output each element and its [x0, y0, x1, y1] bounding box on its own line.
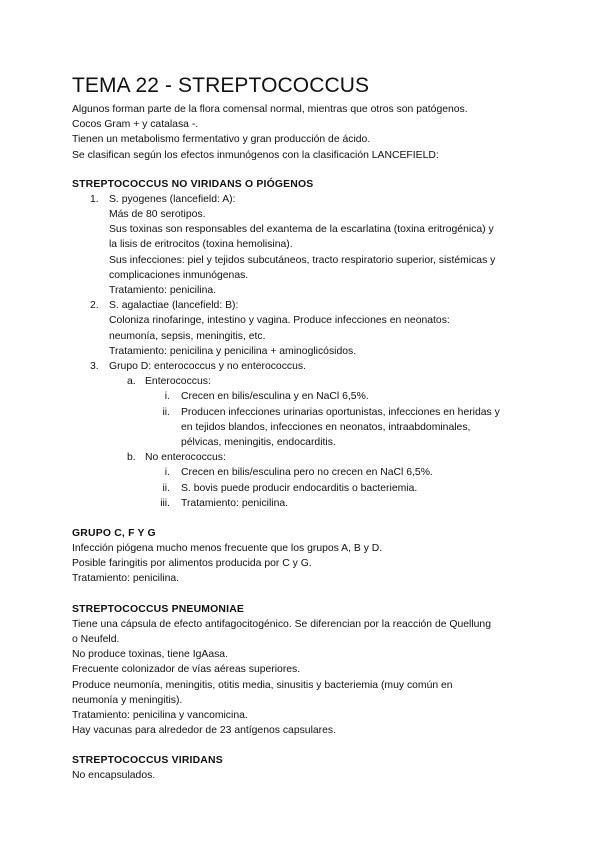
item-line: Crecen en bilis/esculina pero no crecen en NaCl 6,5%.: [181, 467, 433, 479]
section-line: Infección piógena mucho menos frecuente que los grupos A, B y D.: [72, 543, 383, 555]
item-line: pélvicas, meningitis, endocarditis.: [181, 437, 336, 449]
item-line: Coloniza rinofaringe, intestino y vagina. Produce infecciones en neonatos:: [109, 315, 450, 327]
section-heading: STREPTOCOCCUS VIRIDANS: [72, 755, 223, 767]
list-item: [72, 192, 560, 207]
section-heading: STREPTOCOCCUS NO VIRIDANS O PIÓGENOS: [72, 178, 314, 190]
section-line: neumonía y meningitis).: [72, 694, 183, 706]
intro-line: Tienen un metabolismo fermentativo y gran producción de ácido.: [72, 134, 371, 146]
sub-item-label: No enterococcus:: [145, 452, 226, 464]
section-line: Posible faringitis por alimentos producida por C y G.: [72, 558, 312, 570]
sub-sub-list-item: [72, 496, 560, 511]
list-marker: 2.: [90, 300, 99, 312]
list-marker: b.: [127, 452, 136, 464]
section-line: No encapsulados.: [72, 770, 156, 782]
sub-sub-list-item: [72, 405, 560, 420]
item-line: S. agalactiae (lancefield: B):: [109, 300, 239, 312]
section-line: Hay vacunas para alrededor de 23 antígenos capsulares.: [72, 725, 336, 737]
list-marker: i.: [164, 467, 170, 479]
item-line: Tratamiento: penicilina.: [109, 285, 217, 297]
section-heading: GRUPO C, F Y G: [72, 528, 156, 540]
item-line: Tratamiento: penicilina.: [181, 497, 289, 509]
section-grupo-cfg: [72, 526, 560, 587]
sub-list-item: [72, 450, 560, 465]
item-line: en tejidos blandos, infecciones en neonatos, intraabdominales,: [181, 421, 471, 433]
section-line: No produce toxinas, tiene IgAasa.: [72, 649, 228, 661]
list-item: [72, 359, 560, 374]
list-marker: iii.: [160, 497, 170, 509]
item-line: S. pyogenes (lancefield: A):: [109, 193, 236, 205]
list-marker: 3.: [90, 361, 99, 373]
list-item: [72, 298, 560, 313]
list-marker: i.: [164, 391, 170, 403]
page-title: TEMA 22 - STREPTOCOCCUS: [72, 74, 370, 97]
section-viridans: [72, 753, 560, 783]
item-line: Sus infecciones: piel y tejidos subcutáneos, tracto respiratorio superior, sistémicas y: [109, 254, 496, 266]
list-marker: ii.: [162, 406, 170, 418]
item-line: Tratamiento: penicilina y penicilina + aminoglicósidos.: [109, 345, 357, 357]
item-line: complicaciones inmunógenas.: [109, 269, 249, 281]
item-line: Producen infecciones urinarias oportunistas, infecciones en heridas y: [181, 406, 500, 418]
item-line: Sus toxinas son responsables del exantema de la escarlatina (toxina eritrogénica) y: [109, 224, 494, 236]
sub-item-label: Enterococcus:: [145, 376, 211, 388]
section-line: Produce neumonía, meningitis, otitis media, sinusitis y bacteriemia (muy común en: [72, 679, 453, 691]
sub-list-item: [72, 374, 560, 389]
item-line: Más de 80 serotipos.: [109, 209, 206, 221]
list-marker: ii.: [162, 482, 170, 494]
intro-line: Cocos Gram + y catalasa -.: [72, 119, 199, 131]
section-no-viridans: [72, 177, 560, 511]
list-marker: a.: [127, 376, 136, 388]
item-line: Crecen en bilis/esculina y en NaCl 6,5%.: [181, 391, 369, 403]
section-heading: STREPTOCOCCUS PNEUMONIAE: [72, 603, 245, 615]
list-marker: 1.: [90, 193, 99, 205]
intro-line: Algunos forman parte de la flora comensal normal, mientras que otros son patógenos.: [72, 104, 468, 115]
item-line: Grupo D: enterococcus y no enterococcus.: [109, 361, 306, 373]
sub-sub-list-item: [72, 389, 560, 404]
item-line: neumonía, sepsis, meningitis, etc.: [109, 330, 266, 342]
section-pneumoniae: [72, 602, 560, 739]
section-line: Tiene una cápsula de efecto antifagocitogénico. Se diferencian por la reacción de Quellung: [72, 618, 491, 630]
sub-sub-list-item: [72, 465, 560, 480]
intro-block: [72, 102, 560, 163]
section-line: o Neufeld.: [72, 633, 120, 645]
section-line: Tratamiento: penicilina y vancomicina.: [72, 709, 248, 721]
intro-line: Se clasifican según los efectos inmunógenos con la clasificación LANCEFIELD:: [72, 149, 439, 161]
section-line: Tratamiento: penicilina.: [72, 573, 180, 585]
item-line: la lisis de eritrocitos (toxina hemolisina).: [109, 239, 293, 251]
sub-sub-list-item: [72, 481, 560, 496]
section-line: Frecuente colonizador de vías aéreas superiores.: [72, 664, 301, 676]
item-line: S. bovis puede producir endocarditis o bacteriemia.: [181, 482, 418, 494]
